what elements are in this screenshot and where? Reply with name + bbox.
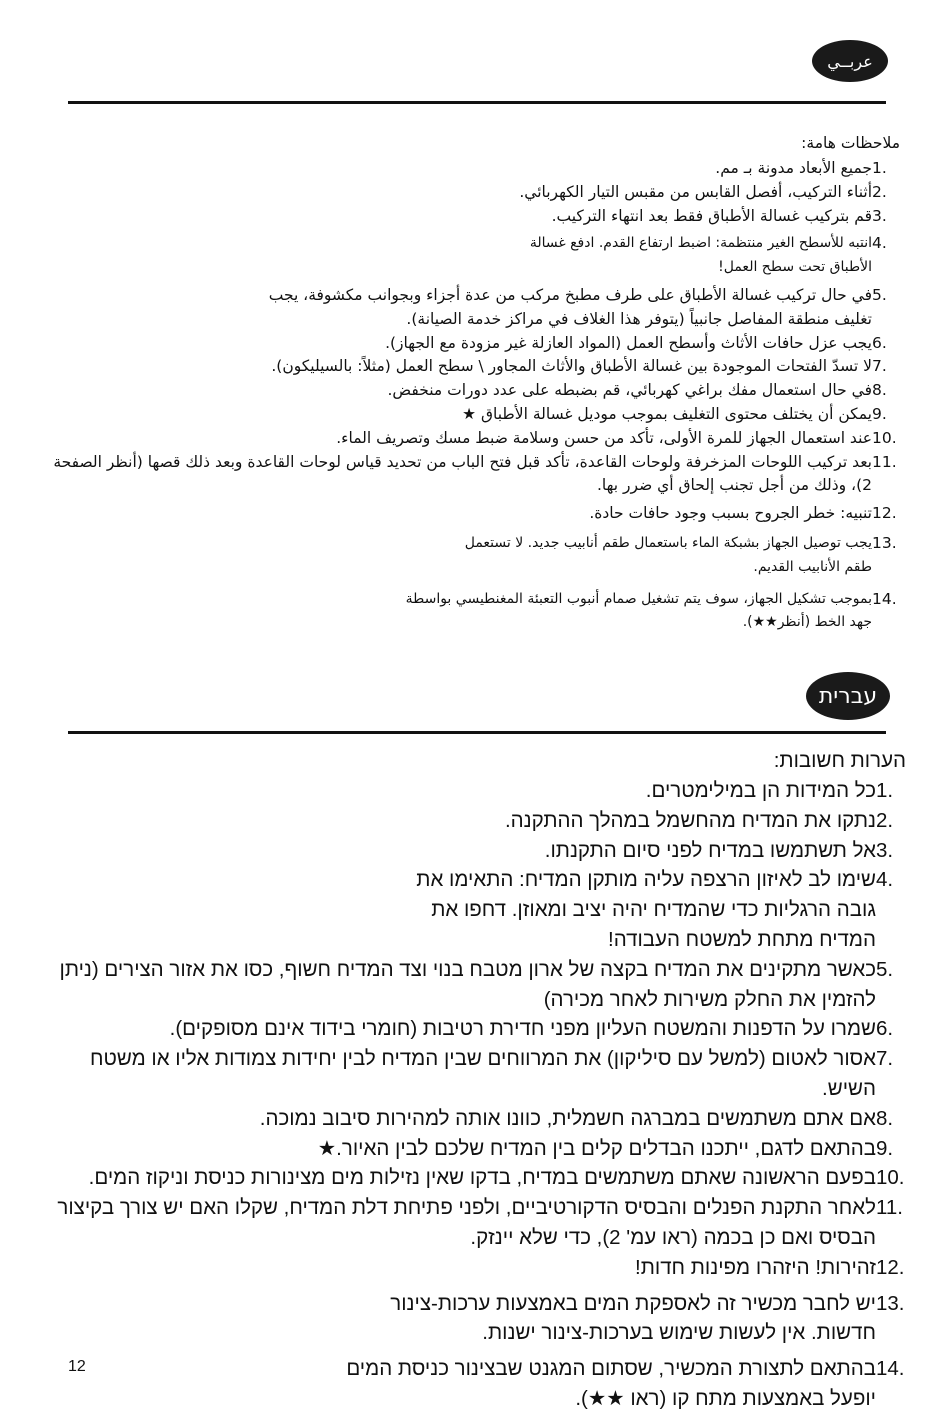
note-number: 1.: [872, 159, 887, 177]
note-number: 12.: [876, 1255, 905, 1279]
note-number: 1.: [876, 779, 894, 802]
note-text: זהירות! היזהרו מפינות חדות!: [635, 1255, 876, 1279]
note-text: قم بتركيب غسالة الأطباق فقط بعد انتهاء التركيب.: [551, 206, 872, 225]
hebrew-note-11: [50, 1193, 906, 1253]
note-text: لا تسدّ الفتحات الموجودة بين غسالة الأطباق والأثاث المجاور \ سطح العمل (مثلاً: بالسيليكون).: [271, 357, 872, 376]
note-number: 12.: [872, 504, 897, 523]
arabic-notes-list: [50, 157, 900, 635]
hebrew-notes-section: [50, 744, 906, 1414]
note-number: 6.: [872, 333, 887, 352]
arabic-notes-section: [50, 125, 900, 635]
note-number: 4.: [876, 868, 894, 892]
hebrew-note-1: [50, 776, 906, 806]
page-number: 12: [68, 1358, 86, 1375]
note-number: 7.: [872, 357, 887, 376]
note-number: 14.: [872, 589, 897, 608]
arabic-note-3: [50, 205, 900, 229]
hebrew-notes-list: [50, 776, 906, 1414]
hebrew-note-9: [50, 1134, 906, 1164]
note-text: يجب توصيل الجهاز بشبكة الماء باستعمال طقم أنابيب جديد. لا تستعمل طقم الأنابيب القديم.: [464, 534, 872, 575]
note-number: 13.: [872, 533, 897, 552]
hebrew-note-2: [50, 806, 906, 836]
note-number: 5.: [876, 957, 894, 981]
arabic-note-2: [50, 181, 900, 205]
note-text: جميع الأبعاد مدونة بـ مم.: [715, 159, 872, 177]
arabic-note-5: [50, 284, 900, 332]
hebrew-note-5: [50, 955, 906, 1015]
note-number: 6.: [876, 1017, 894, 1041]
note-number: 2.: [876, 808, 894, 832]
arabic-note-12: [50, 502, 900, 526]
note-text: انتبه للأسطح الغير منتظمة: اضبط ارتفاع القدم. ادفع غسالة الأطباق تحت سطح العمل!: [529, 235, 872, 276]
note-text: في حال تركيب غسالة الأطباق على طرف مطبخ مركب من عدة أجزاء وبجوانب مكشوفة، يجب تغليف منطقة المفاصل جانبياً (يتوفر هذا الغلاف في مراكز خدمة الصيانة).: [268, 285, 872, 328]
note-text: בהתאם לדגם, ייתכנו הבדלים קלים בין המדיח שלכם לבין האיור.★: [317, 1136, 876, 1160]
note-text: يجب عزل حافات الأثاث وأسطح العمل (المواد العازلة غير مزودة مع الجهاز).: [385, 333, 872, 352]
note-number: 11.: [872, 452, 897, 471]
note-text: أثناء التركيب، أفصل القابس من مقبس التيار الكهربائي.: [519, 182, 872, 201]
note-number: 14.: [876, 1357, 905, 1381]
note-text: بموجب تشكيل الجهاز، سوف يتم تشغيل صمام أنبوب التعبئة المغنطيسي بواسطة جهد الخط (أنظر★★).: [405, 590, 872, 631]
note-number: 4.: [872, 234, 887, 253]
arabic-note-9: [50, 403, 900, 427]
note-text: בפעם הראשונה שאתם משתמשים במדיח, בדקו שאין נזילות מים מצינורות כניסת וניקוז המים.: [88, 1166, 876, 1190]
note-text: عند استعمال الجهاز للمرة الأولى، تأكد من حسن وسلامة ضبط مسك وتصريف الماء.: [336, 428, 872, 447]
note-number: 13.: [876, 1291, 905, 1315]
section-divider-hebrew: [68, 731, 886, 734]
arabic-note-6: [50, 332, 900, 356]
arabic-notes-title: ملاحظات هامة:: [801, 134, 900, 152]
note-text: אם אתם משתמשים במברגה חשמלית, כוונו אותה למהירות סיבוב נמוכה.: [259, 1106, 876, 1130]
note-text: שמרו על הדפנות והמשטח העליון מפני חדירת רטיבות (חומרי בידוד אינם מסופקים).: [169, 1017, 876, 1041]
note-text: לאחר התקנת הפנלים והבסיס הדקורטיביים, ולפני פתיחת דלת המדיח, שקלו האם יש צורך בקיצור הבסיס ואם כן בכמה (ראו עמ' 2), כדי שלא יינזק.: [57, 1196, 876, 1249]
note-text: بعد تركيب اللوحات المزخرفة ولوحات القاعدة، تأكد قبل فتح الباب من تحديد قياس لوحات القاعدة وبعد ذلك قصها (أنظر الصفحة 2)، وذلك من أجل تجنب إلحاق أي ضرر بها.: [53, 452, 872, 495]
arabic-note-4: [520, 232, 900, 280]
language-badge-arabic: عربــي: [812, 40, 888, 82]
arabic-note-1: [50, 157, 900, 181]
note-text: אל תשתמשו במדיח לפני סיום התקנתו.: [544, 838, 876, 862]
section-divider-arabic: [68, 101, 886, 104]
hebrew-note-4: [386, 865, 906, 954]
arabic-note-8: [50, 379, 900, 403]
arabic-note-11: [50, 451, 900, 499]
note-text: تنبيه: خطر الجروح بسبب وجود حافات حادة.: [589, 504, 872, 523]
note-number: 11.: [876, 1196, 903, 1220]
hebrew-note-7: [50, 1044, 906, 1104]
note-text: כאשר מתקינים את המדיח בקצה של ארון מטבח בנוי וצד המדיח חשוף, כסו את אזור הצירים (ניתן להזמין את החלק משירות לאחר מכירה): [59, 957, 876, 1011]
note-number: 3.: [872, 206, 887, 225]
hebrew-note-13: [376, 1289, 906, 1349]
note-text: אסור לאטום (למשל עם סיליקון) את המרווחים שבין המדיח לבין יחידות צמודות אליו או משטח השיש.: [89, 1047, 876, 1100]
hebrew-notes-title: הערות חשובות:: [773, 749, 906, 772]
arabic-note-13: [460, 532, 900, 580]
note-number: 10.: [872, 428, 897, 447]
hebrew-note-8: [50, 1104, 906, 1134]
arabic-note-10: [50, 427, 900, 451]
note-number: 9.: [872, 404, 887, 423]
hebrew-note-12: [50, 1253, 906, 1283]
arabic-note-14: [380, 588, 900, 636]
note-text: يمكن أن يختلف محتوى التغليف بموجب موديل غسالة الأطباق ★: [462, 404, 872, 423]
note-number: 7.: [876, 1047, 894, 1071]
note-text: בהתאם לתצורת המכשיר, שסתום המגנט שבצינור כניסת המים יופעל באמצעות מתח קו (ראו ★★).: [346, 1357, 876, 1410]
note-text: כל המידות הן במילימטרים.: [645, 779, 876, 802]
hebrew-note-6: [50, 1014, 906, 1044]
hebrew-note-3: [50, 836, 906, 866]
note-number: 8.: [876, 1106, 894, 1130]
note-number: 2.: [872, 182, 887, 201]
note-text: יש לחבר מכשיר זה לאספקת המים באמצעות ערכות-צינור חדשות. אין לעשות שימוש בערכות-צינור ישנות.: [390, 1291, 876, 1345]
note-text: נתקו את המדיח מהחשמל במהלך ההתקנה.: [504, 808, 876, 832]
language-badge-hebrew: עברית: [806, 672, 890, 720]
hebrew-note-10: [50, 1163, 906, 1193]
note-number: 5.: [872, 285, 887, 304]
note-number: 10.: [876, 1166, 905, 1190]
note-number: 3.: [876, 838, 894, 862]
note-text: في حال استعمال مفك براغي كهربائي، قم بضبطه على عدد دورات منخفض.: [387, 381, 872, 400]
note-text: שימו לב לאיזון הרצפה עליה מותקן המדיח: התאימו את גובה הרגליות כדי שהמדיח יהיה יציב ומאוזן. דחפו את המדיח מתחת למשטח העבודה!: [416, 868, 876, 951]
note-number: 8.: [872, 381, 887, 400]
hebrew-note-14: [346, 1354, 906, 1414]
arabic-note-7: [50, 355, 900, 379]
note-number: 9.: [876, 1136, 894, 1160]
